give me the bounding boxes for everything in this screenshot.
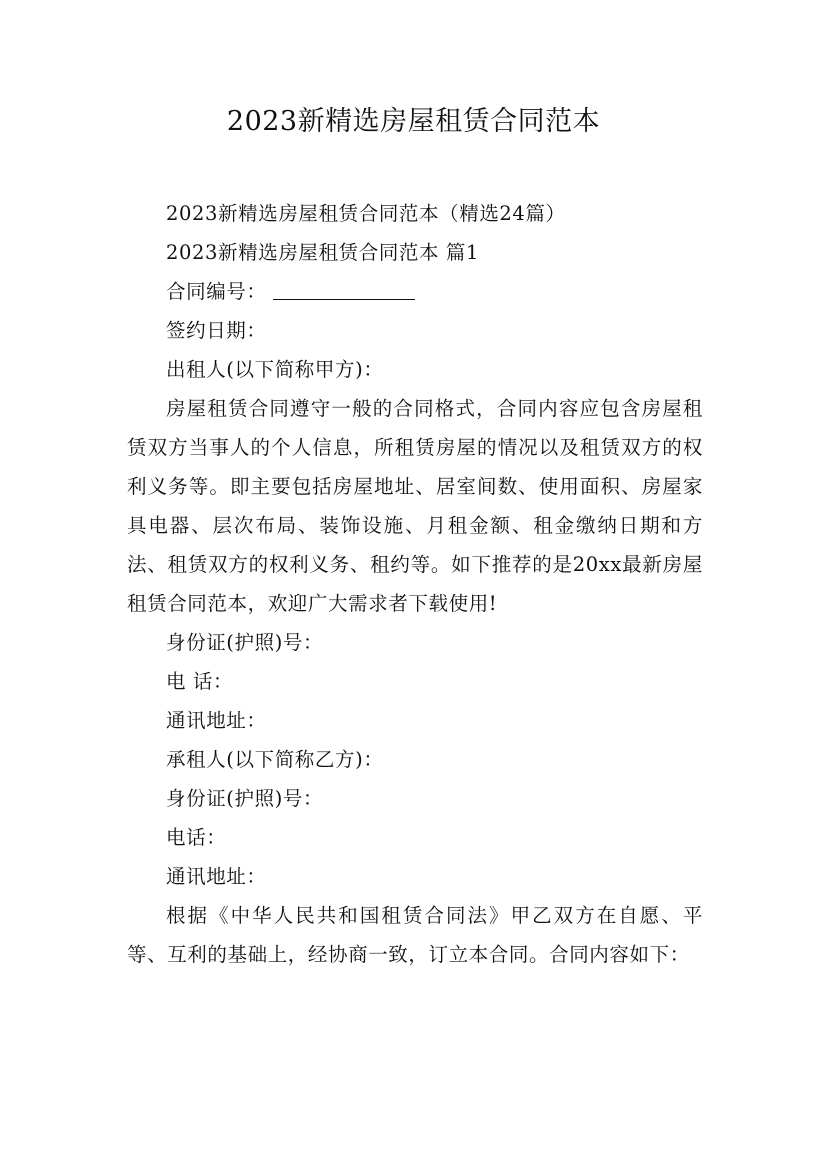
lessor-id-line: 身份证(护照)号： <box>166 631 324 654</box>
contract-number-blank <box>273 277 415 300</box>
subtitle-line: 2023新精选房屋租赁合同范本（精选24篇） <box>166 202 566 225</box>
contract-number-line <box>127 272 703 311</box>
lessee-id-line: 身份证(护照)号： <box>166 787 324 810</box>
basis-paragraph: 根据《中华人民共和国租赁合同法》甲乙双方在自愿、平等、互利的基础上，经协商一致，订立本合同。合同内容如下： <box>127 904 703 966</box>
sign-date-line: 签约日期： <box>166 319 267 342</box>
intro-paragraph: 房屋租赁合同遵守一般的合同格式，合同内容应包含房屋租赁双方当事人的个人信息，所租赁房屋的情况以及租赁双方的权利义务等。即主要包括房屋地址、居室间数、使用面积、房屋家具电器、层次布局、装饰设施、月租金额、租金缴纳日期和方法、租赁双方的权利义务、租约等。如下推荐的是20xx最新房屋租赁合同范本，欢迎广大需求者下载使用! <box>127 397 703 615</box>
lessor-phone-line: 电 话： <box>166 670 234 693</box>
lessor-address-line: 通讯地址： <box>166 709 267 732</box>
chapter-line: 2023新精选房屋租赁合同范本 篇1 <box>166 241 480 264</box>
document-title: 2023新精选房屋租赁合同范本 <box>226 106 601 137</box>
lessee-line: 承租人(以下简称乙方)： <box>166 748 384 771</box>
document-body <box>127 194 703 974</box>
contract-number-label: 合同编号： <box>166 280 267 303</box>
lessee-phone-line: 电话： <box>166 826 227 849</box>
lessor-line: 出租人(以下简称甲方)： <box>166 358 384 381</box>
lessee-address-line: 通讯地址： <box>166 865 267 888</box>
